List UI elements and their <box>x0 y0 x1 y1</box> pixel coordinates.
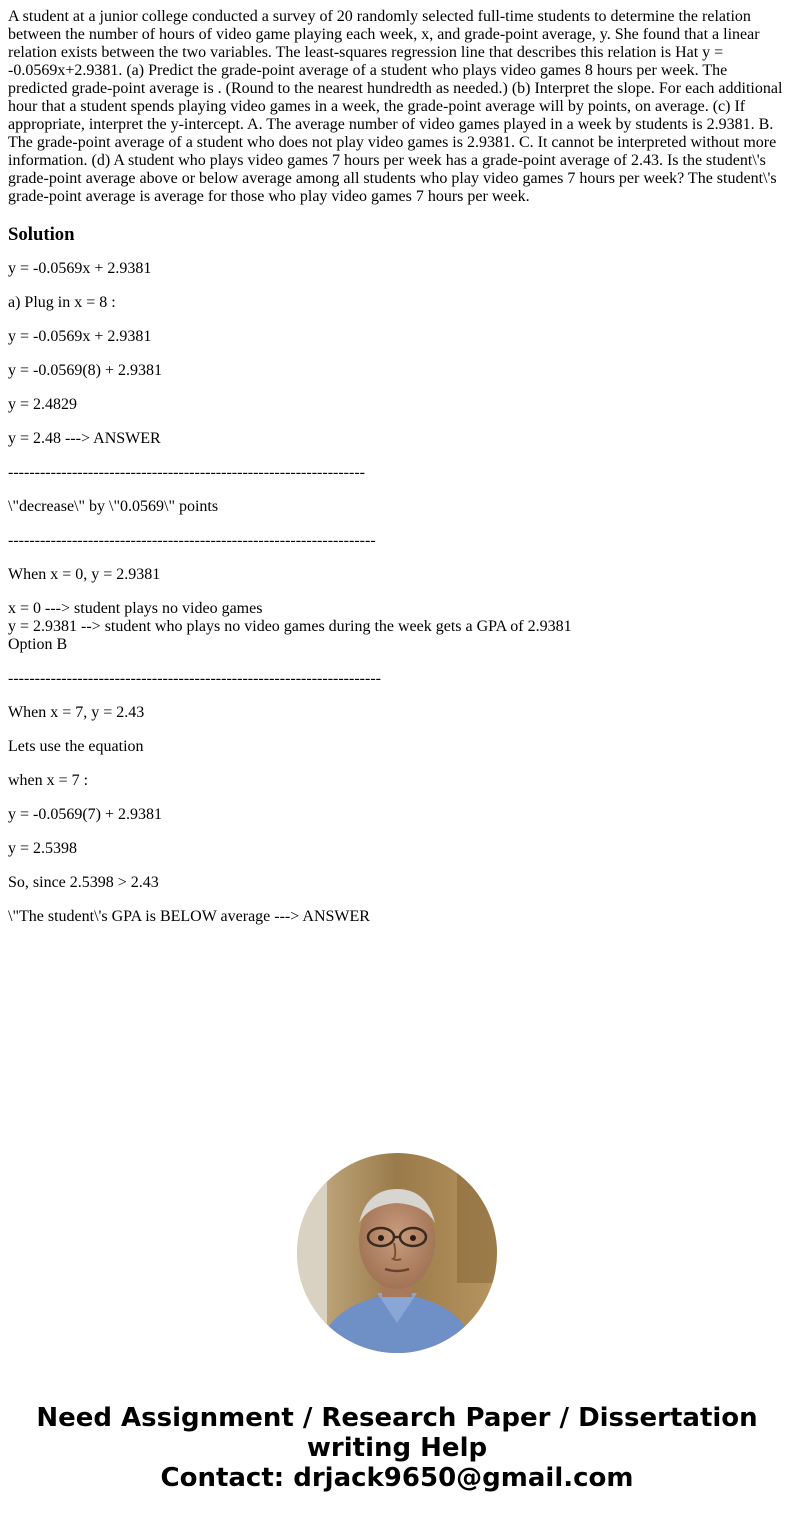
solution-line: y = -0.0569x + 2.9381 <box>8 328 152 345</box>
solution-line: y = -0.0569x + 2.9381 <box>8 260 152 277</box>
solution-line: Option B <box>8 636 68 653</box>
solution-line: When x = 7, y = 2.43 <box>8 704 145 721</box>
solution-line: When x = 0, y = 2.9381 <box>8 566 161 583</box>
solution-line: y = 2.9381 --> student who plays no video games during the week gets a GPA of 2.9381 <box>8 618 572 635</box>
solution-line: y = -0.0569(8) + 2.9381 <box>8 362 163 379</box>
solution-line: y = 2.48 ---> ANSWER <box>8 430 161 447</box>
solution-line: y = -0.0569(7) + 2.9381 <box>8 806 163 823</box>
solution-line: y = 2.5398 <box>8 840 78 857</box>
solution-block <box>8 600 786 654</box>
separator-line: --------------------------------------------------------------------- <box>8 532 376 549</box>
promo-line: Need Assignment / Research Paper / Dissertation <box>36 1403 758 1433</box>
solution-line: \"The student\'s GPA is BELOW average ---> ANSWER <box>8 908 370 925</box>
separator-line: ------------------------------------------------------------------- <box>8 464 365 481</box>
solution-line: x = 0 ---> student plays no video games <box>8 600 263 617</box>
solution-line: \"decrease\" by \"0.0569\" points <box>8 498 219 515</box>
separator-line: ---------------------------------------------------------------------- <box>8 670 381 687</box>
author-avatar <box>297 1153 497 1353</box>
solution-line: So, since 2.5398 > 2.43 <box>8 874 159 891</box>
solution-body <box>8 260 786 926</box>
solution-line: Lets use the equation <box>8 738 144 755</box>
solution-line: y = 2.4829 <box>8 396 78 413</box>
solution-line: a) Plug in x = 8 : <box>8 294 116 311</box>
solution-line: when x = 7 : <box>8 772 89 789</box>
promo-line: writing Help <box>306 1433 488 1463</box>
solution-heading: Solution <box>8 224 75 245</box>
promo-banner <box>0 1403 794 1493</box>
contact-email: Contact: drjack9650@gmail.com <box>160 1463 634 1493</box>
author-portrait-image <box>297 1153 497 1353</box>
question-text: A student at a junior college conducted a survey of 20 randomly selected full-time students to determine the relation between the number of hours of video game playing each week, x, and grade-point average, y. She found that a linear relation exists between the two variables. The least-squares regression line that describes this relation is Hat y = -0.0569x+2.9381. (a) Predict the grade-point average of a student who plays video games 8 hours per week. The predicted grade-point average is . (Round to the nearest hundredth as needed.) (b) Interpret the slope. For each additional hour that a student spends playing video games in a week, the grade-point average will by points, on average. (c) If appropriate, interpret the y-intercept. A. The average number of video games played in a week by students is 2.9381. B. The grade-point average of a student who does not play video games is 2.9381. C. It cannot be interpreted without more information. (d) A student who plays video games 7 hours per week has a grade-point average of 2.43. Is the student\'s grade-point average above or below average among all students who play video games 7 hours per week? The student\'s grade-point average is average for those who play video games 7 hours per week. <box>8 8 783 205</box>
